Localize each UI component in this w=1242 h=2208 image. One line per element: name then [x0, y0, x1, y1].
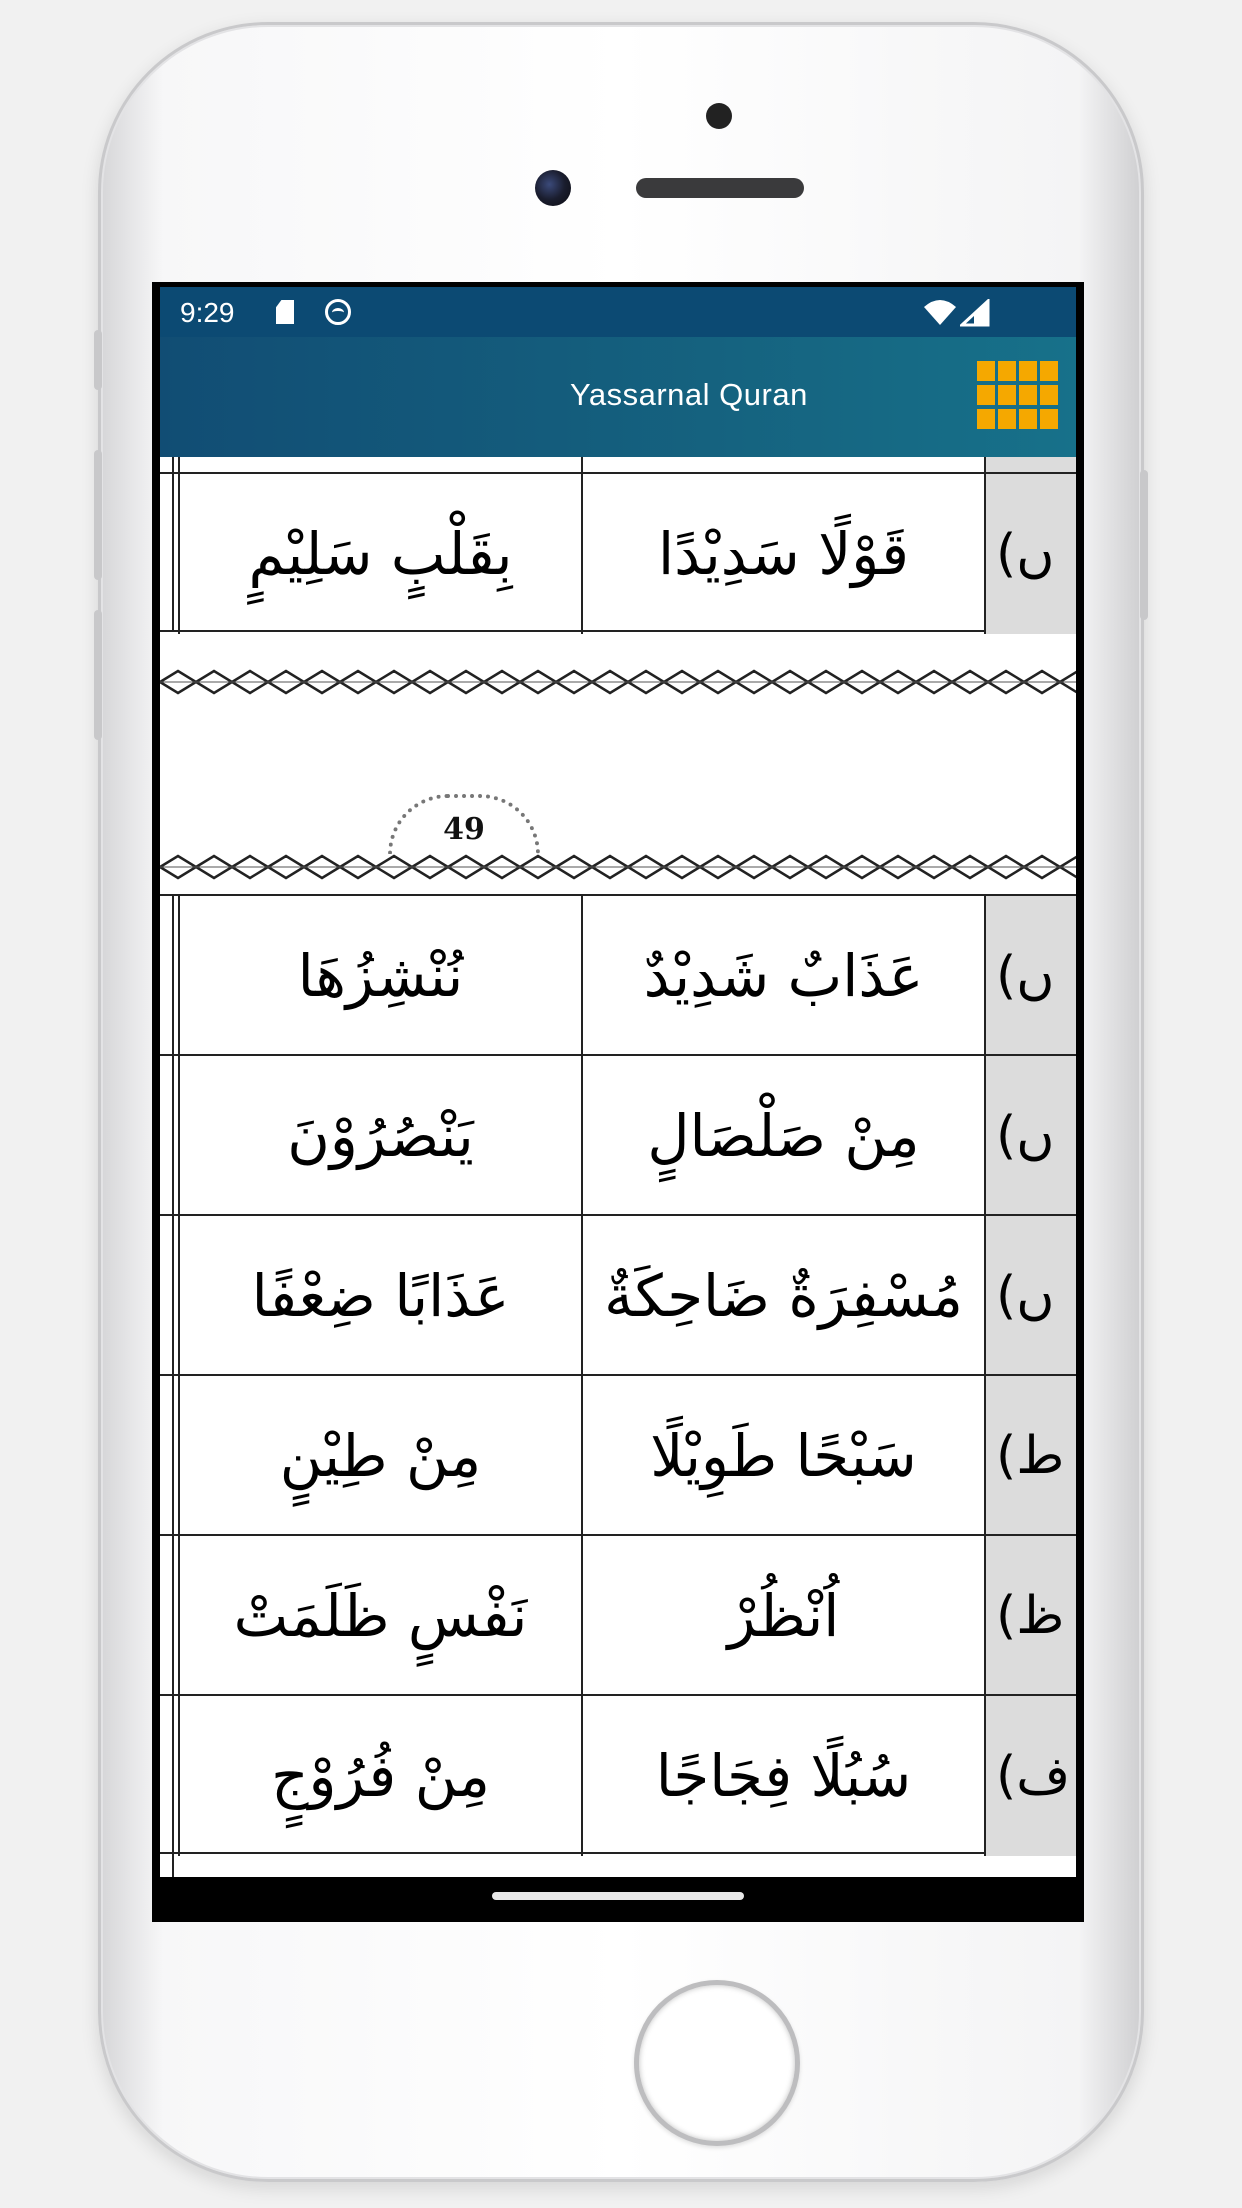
home-button[interactable]	[634, 1980, 800, 2146]
table-row	[160, 894, 1076, 1054]
face-icon	[325, 299, 351, 325]
proximity-sensor	[706, 103, 732, 129]
volume-up-button	[94, 450, 102, 580]
word-cell: نَفْسٍ ظَلَمَتْ	[178, 1536, 583, 1696]
decorative-border	[160, 667, 1076, 697]
word-cell: نُنْشِزُهَا	[178, 896, 583, 1056]
word-cell: مِنْ فُرُوْجٍ	[178, 1696, 583, 1856]
table-row	[160, 1214, 1076, 1374]
grid-menu-icon[interactable]	[977, 361, 1059, 433]
letter-cell: (ں	[986, 1056, 1076, 1216]
word-cell: مِنْ صَلْصَالٍ	[583, 1056, 986, 1216]
table-row	[160, 1534, 1076, 1694]
lesson-page[interactable]	[160, 457, 1076, 1877]
page-number: 49	[388, 794, 540, 854]
word-cell: مِنْ طِيْنٍ	[178, 1376, 583, 1536]
navigation-bar	[152, 1877, 1084, 1922]
table-row	[160, 472, 1076, 632]
word-cell: عَذَابٌ شَدِيْدٌ	[583, 896, 986, 1056]
table-row	[160, 1054, 1076, 1214]
word-cell: عَذَابًا ضِعْفًا	[178, 1216, 583, 1376]
word-cell: قَوْلًا سَدِيْدًا	[583, 474, 986, 634]
word-cell: مُسْفِرَةٌ ضَاحِكَةٌ	[583, 1216, 986, 1376]
table-row	[160, 1694, 1076, 1854]
letter-cell: (ں	[986, 1216, 1076, 1376]
word-cell: سَبْحًا طَوِيْلًا	[583, 1376, 986, 1536]
power-button	[1140, 470, 1148, 620]
letter-cell: (ں	[986, 896, 1076, 1056]
signal-icon	[960, 299, 990, 327]
earpiece-speaker	[636, 178, 804, 198]
app-bar	[160, 337, 1076, 457]
mute-switch	[94, 330, 102, 390]
word-cell: اُنْظُرْ	[583, 1536, 986, 1696]
status-bar	[160, 287, 1076, 337]
screen	[152, 282, 1084, 1922]
word-cell: بِقَلْبٍ سَلِيْمٍ	[178, 474, 583, 634]
app-title: Yassarnal Quran	[570, 377, 808, 412]
letter-cell: (ط	[986, 1376, 1076, 1536]
word-cell: يَنْصُرُوْنَ	[178, 1056, 583, 1216]
wifi-icon	[922, 297, 958, 327]
word-cell: سُبُلًا فِجَاجًا	[583, 1696, 986, 1856]
table-row	[160, 457, 1076, 472]
letter-cell: (ظ	[986, 1536, 1076, 1696]
sd-card-icon	[276, 300, 294, 324]
front-camera	[535, 170, 571, 206]
table-row	[160, 1374, 1076, 1534]
home-indicator[interactable]	[492, 1892, 744, 1900]
decorative-border	[160, 852, 1076, 882]
status-time: 9:29	[180, 297, 235, 328]
letter-cell: (ں	[986, 474, 1076, 634]
volume-down-button	[94, 610, 102, 740]
letter-cell: (ف	[986, 1696, 1076, 1856]
